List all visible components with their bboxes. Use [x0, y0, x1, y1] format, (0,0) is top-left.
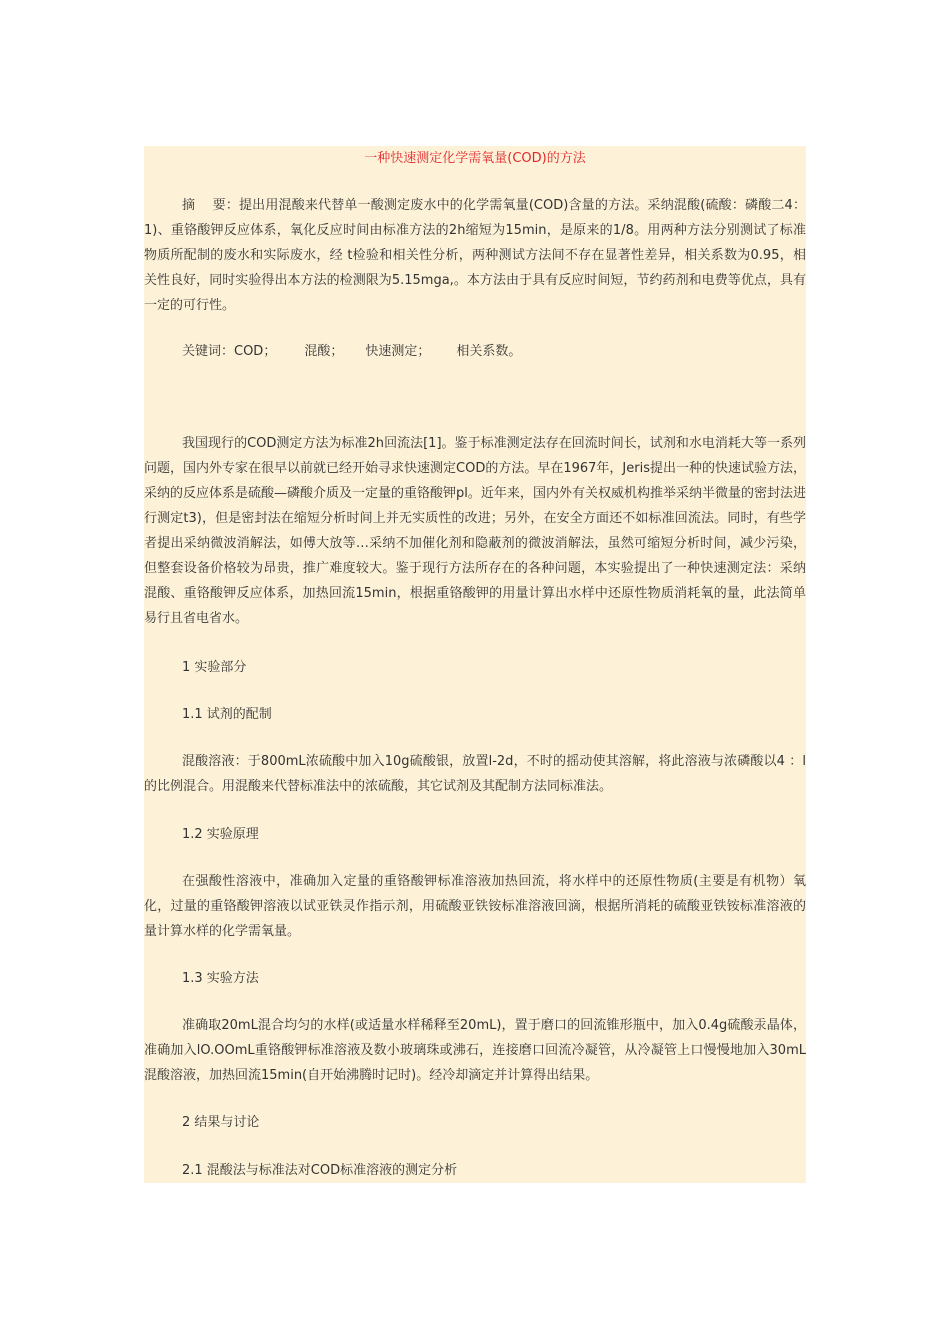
- section-1-heading: 1 实验部分: [182, 660, 247, 675]
- document-title: 一种快速测定化学需氧量(COD)的方法: [364, 151, 586, 166]
- section-2-1-heading: 2.1 混酸法与标准法对COD标准溶液的测定分析: [182, 1163, 458, 1178]
- method-paragraph: 准确取20mL混合均匀的水样(或适量水样稀释至20mL)，置于磨口的回流锥形瓶中，加入0.4g硫酸汞晶体，准确加入lO.OOmL重铬酸钾标准溶液及数小玻璃珠或沸石，连接磨口回流冷凝管，从冷凝管上口慢慢地加入30mL混酸溶液，加热回流15min(自开始沸腾时记时)。经冷却滴定并计算得出结果。: [144, 1018, 806, 1083]
- keywords-label: 关键词：COD；: [182, 344, 277, 359]
- keyword-mixed-acid: 混酸；: [304, 344, 344, 359]
- article-body: [144, 146, 806, 1183]
- section-2-heading: 2 结果与讨论: [182, 1115, 260, 1130]
- reagent-paragraph: 混酸溶液：于800mL浓硫酸中加入10g硫酸银，放置l-2d，不时的摇动使其溶解，将此溶液与浓磷酸以4 ：l的比例混合。用混酸来代替标准法中的浓硫酸，其它试剂及其配制方法同标准法。: [144, 754, 806, 794]
- section-1-2-heading: 1.2 实验原理: [182, 827, 259, 842]
- keywords-line: [182, 342, 521, 362]
- intro-paragraph: 我国现行的COD测定方法为标准2h回流法[1]。鉴于标准测定法存在回流时间长，试剂和水电消耗大等一系列问题，国内外专家在很早以前就已经开始寻求快速测定COD的方法。早在1967年，Jeris提出一种的快速试验方法，采纳的反应体系是硫酸—磷酸介质及一定量的重铬酸钾pl。近年来，国内外有关权威机构推举采纳半微量的密封法进行测定t3)，但是密封法在缩短分析时间上并无实质性的改进；另外，在安全方面还不如标准回流法。同时，有些学者提出采纳微波消解法，如傅大放等…采纳不加催化剂和隐蔽剂的微波消解法，虽然可缩短分析时间，减少污染，但整套设备价格较为昂贵，推广难度较大。鉴于现行方法所存在的各种问题，本实验提出了一种快速测定法：采纳混酸、重铬酸钾反应体系，加热回流15min，根据重铬酸钾的用量计算出水样中还原性物质消耗氧的量，此法简单易行且省电省水。: [144, 436, 806, 626]
- keyword-correlation: 相关系数。: [456, 344, 522, 359]
- keyword-rapid: 快速测定；: [365, 344, 431, 359]
- section-1-1-heading: 1.1 试剂的配制: [182, 707, 272, 722]
- section-1-3-heading: 1.3 实验方法: [182, 971, 259, 986]
- principle-paragraph: 在强酸性溶液中，准确加入定量的重铬酸钾标准溶液加热回流，将水样中的还原性物质(主要是有机物）氧化，过量的重铬酸钾溶液以试亚铁灵作指示剂，用硫酸亚铁铵标准溶液回滴，根据所消耗的硫酸亚铁铵标准溶液的量计算水样的化学需氧量。: [144, 874, 806, 939]
- abstract-paragraph: 摘 要：提出用混酸来代替单一酸测定废水中的化学需氧量(COD)含量的方法。采纳混酸(硫酸：磷酸二4：1)、重铬酸钾反应体系，氧化反应时间由标准方法的2h缩短为15min，是原来的1/8。用两种方法分别测试了标准物质所配制的废水和实际废水，经 t检验和相关性分析，两种测试方法间不存在显著性差异，相关系数为0.95，相关性良好，同时实验得出本方法的检测限为5.15mga,。本方法由于具有反应时间短，节约药剂和电费等优点，具有一定的可行性。: [144, 198, 806, 313]
